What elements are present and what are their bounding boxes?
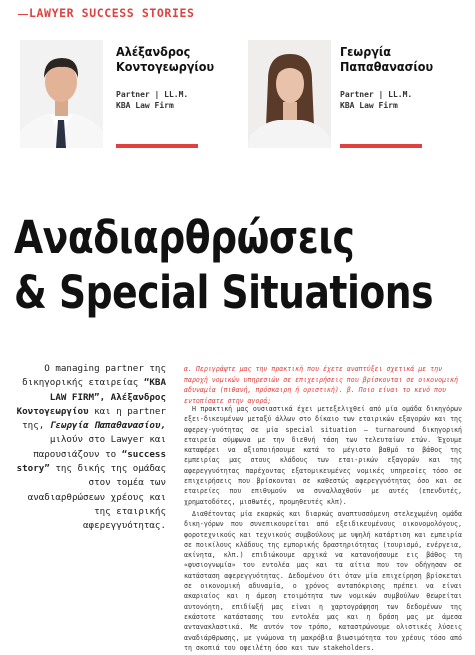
headline-line-1: Αναδιαρθρώσεις <box>14 211 355 264</box>
intro-firm-name: “KBA LAW FIRM”, <box>49 377 166 403</box>
intro-text: και η partner της, <box>22 405 166 432</box>
profile-title: Partner | LL.M. <box>340 90 413 99</box>
profile-firm: KBA Law Firm <box>116 101 174 110</box>
profile-name-line: Παπαθανασίου <box>340 59 434 74</box>
profile-name-georgia <box>340 44 433 74</box>
article-headline <box>14 210 433 320</box>
profile-name-line: Γεωργία <box>340 44 392 59</box>
intro-text: Ο managing partner της δικηγορικής εταιρείας <box>22 363 166 389</box>
section-label-rule <box>18 14 28 15</box>
intro-success-story: “success story” <box>16 448 166 475</box>
profile-name-line: Κοντογεωργίου <box>116 59 215 74</box>
interview-question: α. Περιγράψτε μας την πρακτική που έχετε αναπτύξει σχετικά με την παροχή νομικών υπηρεσιών σε επιχειρήσεις που βρίσκονται σε οικονομική αδυναμία (πιθανή, πρόσκαιρη ή οριστική). β. Ποιο είναι το κενό που εντοπίσατε στην αγορά; <box>184 365 458 405</box>
profile-firm: KBA Law Firm <box>340 101 398 110</box>
profile-red-bar <box>340 144 422 148</box>
article-intro <box>14 362 166 534</box>
section-label-text: LAWYER SUCCESS STORIES <box>29 6 195 20</box>
profile-role-alexandros <box>116 89 188 111</box>
intro-text: της δικής της ομάδας στον τομέα των αναδιαρθρώσεων χρέους και της εταιρικής αφερεγγυότητας. <box>27 463 166 532</box>
profile-name-line: Αλέξανδρος <box>116 44 191 59</box>
intro-person-name: Γεωργία Παπαθανασίου, <box>49 420 166 432</box>
profile-red-bar <box>116 144 198 148</box>
section-label <box>18 6 195 20</box>
profile-photo-georgia <box>248 40 331 148</box>
intro-text: μιλούν στο Lawyer και παρουσιάζουν το <box>33 434 166 460</box>
profile-role-georgia <box>340 89 412 111</box>
headline-line-2: & Special Situations <box>14 266 434 319</box>
body-paragraph: Διαθέτοντας μία εκαρκώς και διαρκώς αναπτυσσόμενη στελεχωμένη ομάδα δικη-γόρων που συνεπικουρείται από εξειδικευμένους οικονομολόγους, φοροτεχνικούς και τεχνικούς συμβούλους με υψηλή κατάρτιση και εμπειρία σε ποικίλους κλάδους της εμπορικής δραστηριότητας (τουρισμό, ενέργεια, ακίνητα, κλπ.) επιδιώκουμε αρχικά να κατανοήσουμε εις βάθος τη «φυσιογνωμία» του εντολέα μας και τα αίτια που τον οδήγησαν σε κατάσταση αφερεγγυότητας. Δεδομένου ότι όταν μία επιχείρηση βρίσκεται σε οικονομική αδυναμία, ο χρόνος ανταπόκρισης πρέπει να είναι ακαριαίος και η άμεση ετοιμότητα των νομικών συμβούλων θεωρείται αυτονόητη, επιδίωξή μας είναι η χαρτογράφηση των δεδομένων της εκάστοτε κατάστασης του εντολέα μας και η δράση μας με άμεσα αντανακλαστικά. Με αυτόν τον τρόπο, καταστρώνουμε ολιστικές λύσεις αναδιάρθρωσης, με γνώμονα τη μακρόβια βιωσιμότητα του χρέους τόσο από τη σκοπιά του οφειλέτη όσο και των stakeholders. <box>184 509 462 652</box>
article-body <box>184 404 462 655</box>
intro-person-name: Αλέξανδρος Κοντογεωργίου <box>16 391 166 417</box>
body-paragraph: Η πρακτική μας ουσιαστικά έχει μετεξελιχθεί από μία ομάδα δικηγόρων εξει-δικευμένων μεταξύ άλλων στο δίκαιο των εταιρικών εξαγορών και της αφερεγ-γυότητας σε μία special situation – turnaround δικηγορική εταιρεία σύμφωνα με την διεθνή τάση των τελευταίων ετών. Έχουμε καταφέρει να αξιοποιήσουμε κατά το μέγιστο βαθμό το βάθος της εμπειρίας μας στους κλάδους των εται-ρικών εξαγορών και της αφερεγγυότητας παρέχοντας εξατομικευμένες νομικές υπηρεσίες τόσο σε επιχειρήσεις που βρίσκονται σε καθεστώς αφερεγγυότητας όσο και σε εταιρείες που επιθυμούν να συναλλαχθούν με αυτές (επενδυτές, χρηματοδότες, μισθωτές, προμηθευτές κλπ). <box>184 405 462 506</box>
profile-title: Partner | LL.M. <box>116 90 189 99</box>
profile-name-alexandros <box>116 44 214 74</box>
profile-photo-alexandros <box>20 40 103 148</box>
